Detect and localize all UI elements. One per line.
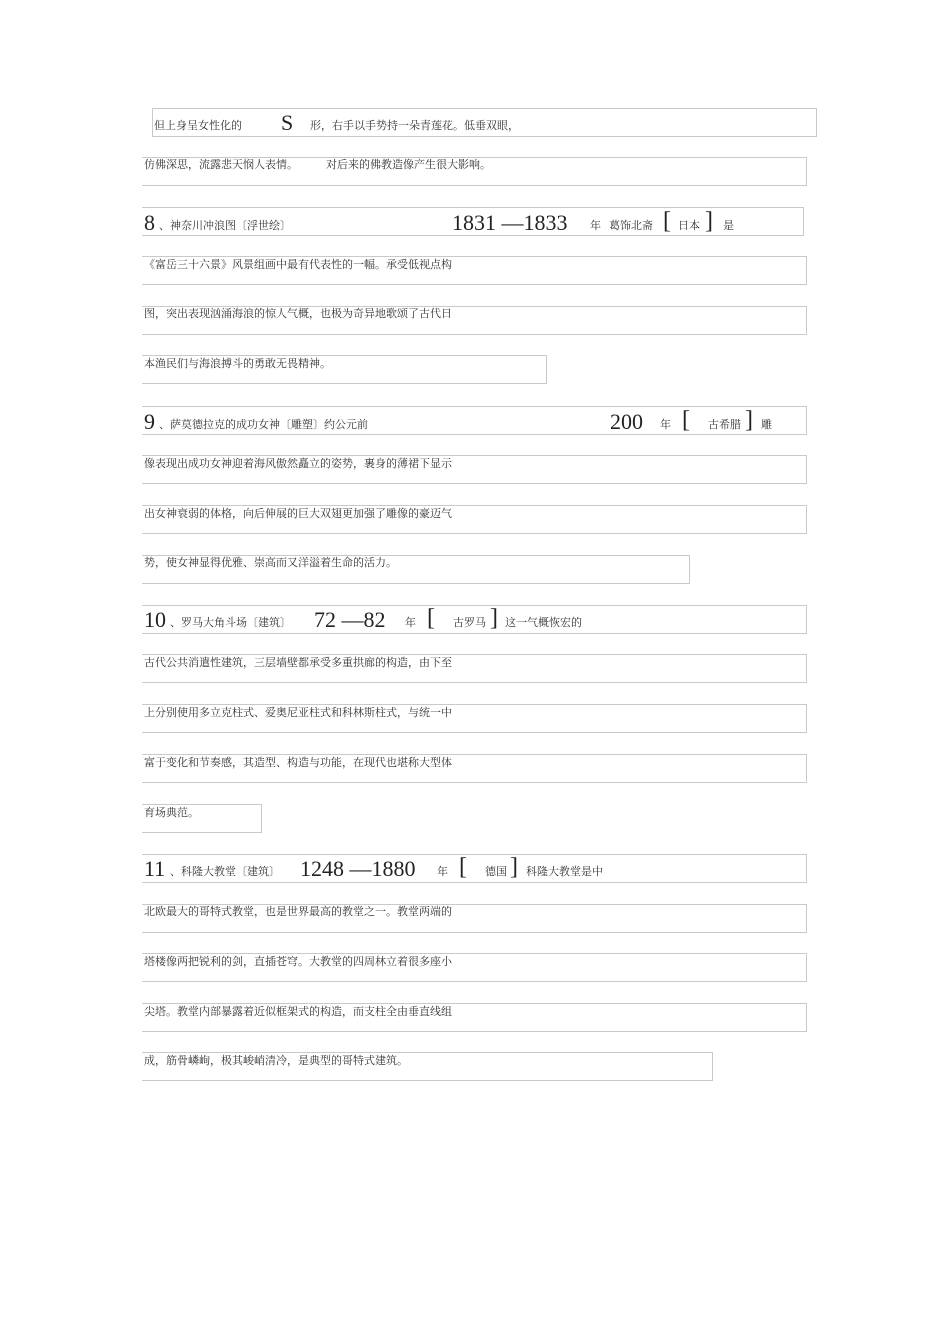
year-unit: 年 <box>405 616 416 629</box>
close-bracket: ] <box>510 854 518 880</box>
text-line: 这一气概恢宏的 <box>505 616 582 629</box>
text-line: 育场典范。 <box>144 806 199 819</box>
section-country: 古罗马 <box>453 616 486 629</box>
text-line: 本渔民们与海浪搏斗的勇敢无畏精神。 <box>144 357 331 370</box>
text-line: 科隆大教堂是中 <box>526 865 603 878</box>
year-unit: 年 <box>437 865 448 878</box>
letter-s: S <box>281 110 294 135</box>
text-line: 成，筋骨嶙峋，极其峻峭清冷，是典型的哥特式建筑。 <box>144 1054 408 1067</box>
text-line: 但上身呈女性化的 <box>154 119 242 132</box>
text-line: 出女神衰弱的体格，向后伸展的巨大双翅更加强了雕像的豪迈气 <box>144 507 452 520</box>
section-title: 、罗马大角斗场〔建筑〕 <box>170 616 291 629</box>
section-years: 72 —82 <box>314 607 386 632</box>
text-line: 图，突出表现汹涌海浪的惊人气概，也极为奇异地歌颂了古代日 <box>144 307 452 320</box>
close-bracket: ] <box>490 605 498 631</box>
year-unit: 年 <box>590 219 601 232</box>
text-line: 塔楼像两把锐利的剑，直插苍穹。大教堂的四周林立着很多座小 <box>144 955 452 968</box>
section-title: 、萨莫德拉克的成功女神〔雕塑〕约公元前 <box>159 418 368 431</box>
close-bracket: ] <box>705 208 713 234</box>
text-line: 富于变化和节奏感，其造型、构造与功能，在现代也堪称大型体 <box>144 756 452 769</box>
section-number: 10 <box>144 607 166 632</box>
text-line: 雕 <box>761 418 772 431</box>
section-number: 9 <box>144 409 155 434</box>
text-line: 形，右手以手势持一朵青莲花。低垂双眼， <box>310 119 519 132</box>
open-bracket: [ <box>427 605 435 631</box>
text-line: 古代公共消遣性建筑，三层墙壁都承受多重拱廊的构造，由下至 <box>144 656 452 669</box>
close-bracket: ] <box>745 407 753 433</box>
section-number: 8 <box>144 210 155 235</box>
section-years: 1248 —1880 <box>300 856 416 881</box>
open-bracket: [ <box>682 407 690 433</box>
section-author: 葛饰北斋 <box>609 219 653 232</box>
section-years: 200 <box>610 409 643 434</box>
section-country: 日本 <box>678 219 700 232</box>
open-bracket: [ <box>663 208 671 234</box>
section-number: 11 <box>144 856 166 881</box>
text-line: 北欧最大的哥特式教堂，也是世界最高的教堂之一。教堂两端的 <box>144 905 452 918</box>
section-country: 德国 <box>485 865 507 878</box>
section-country: 古希腊 <box>708 418 741 431</box>
text-line: 势，使女神显得优雅、崇高而又洋溢着生命的活力。 <box>144 556 397 569</box>
section-title: 、科隆大教堂〔建筑〕 <box>170 865 280 878</box>
text-line: 像表现出成功女神迎着海风傲然矗立的姿势，裹身的薄裙下显示 <box>144 457 452 470</box>
section-years: 1831 —1833 <box>452 210 568 235</box>
text-line: 尖塔。教堂内部暴露着近似框架式的构造，而支柱全由垂直线组 <box>144 1005 452 1018</box>
text-line: 《富岳三十六景》风景组画中最有代表性的一幅。承受低视点构 <box>144 258 452 271</box>
section-title: 、神奈川冲浪图〔浮世绘〕 <box>159 219 291 232</box>
open-bracket: [ <box>459 854 467 880</box>
text-line: 仿佛深思，流露悲天悯人表情。 <box>144 158 298 171</box>
year-unit: 年 <box>660 418 671 431</box>
text-line: 上分别使用多立克柱式、爱奥尼亚柱式和科林斯柱式，与统一中 <box>144 706 452 719</box>
text-line: 是 <box>723 219 734 232</box>
text-line: 对后来的佛教造像产生很大影响。 <box>326 158 491 171</box>
